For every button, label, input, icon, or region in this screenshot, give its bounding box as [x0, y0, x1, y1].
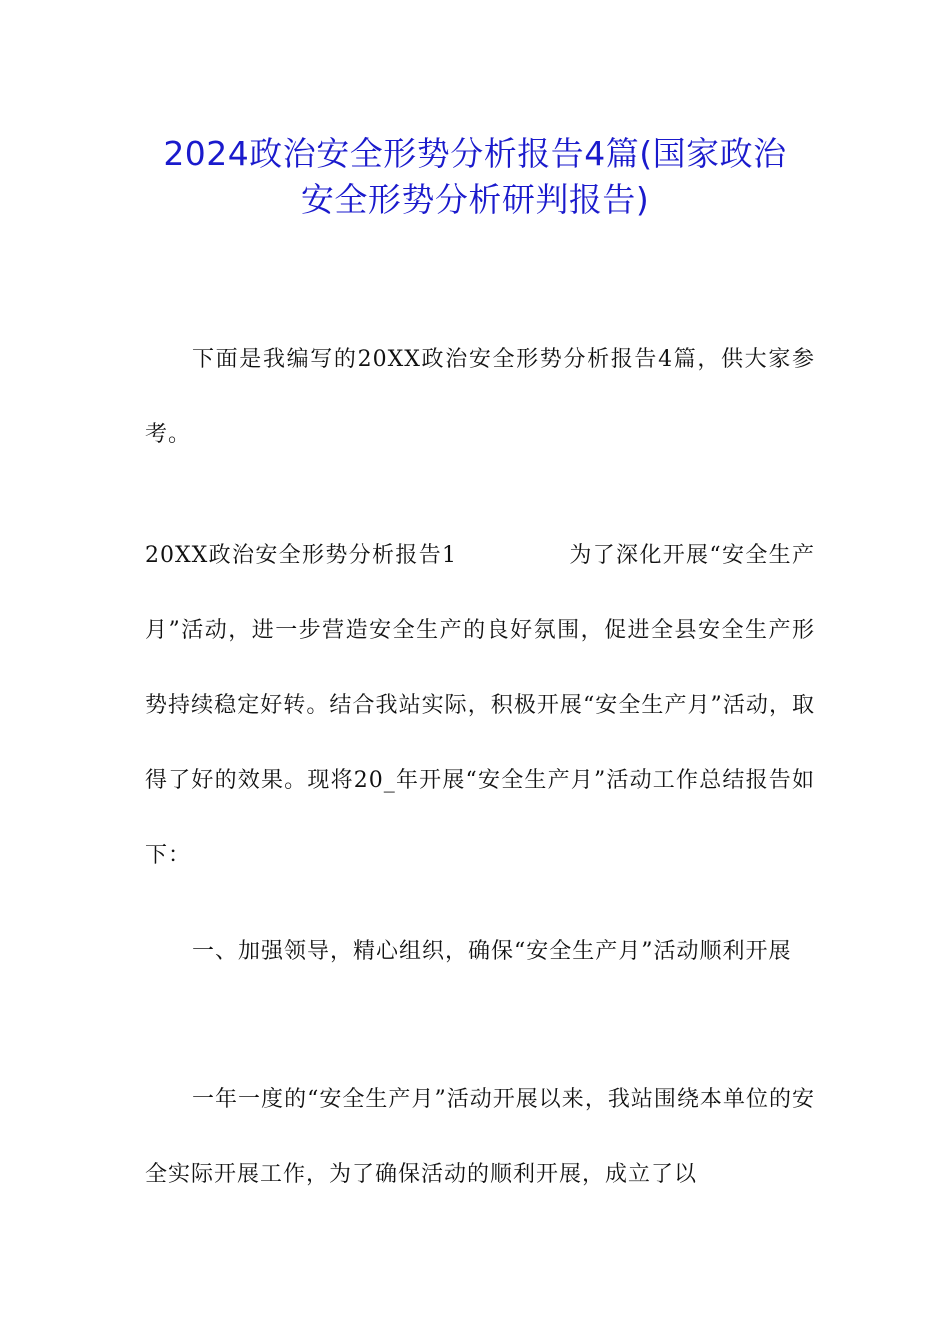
section-1-heading: 一、加强领导，精心组织，确保“安全生产月”活动顺利开展 [192, 939, 792, 964]
report-1-block [145, 518, 815, 893]
document-title-line-1: 2024政治安全形势分析报告4篇(国家政治 [163, 134, 787, 173]
section-1-paragraph: 一年一度的“安全生产月”活动开展以来，我站围绕本单位的安全实际开展工作，为了确保活动的顺利开展，成立了以 [145, 1087, 815, 1187]
intro-paragraph: 下面是我编写的20XX政治安全形势分析报告4篇，供大家参考。 [145, 347, 815, 447]
document-title-line-2: 安全形势分析研判报告) [300, 180, 650, 219]
report-1-paragraph: 为了深化开展“安全生产月”活动，进一步营造安全生产的良好氛围，促进全县安全生产形势持续稳定好转。结合我站实际，积极开展“安全生产月”活动，取得了好的效果。现将20_年开展“安全生产月”活动工作总结报告如下： [145, 543, 815, 868]
report-1-heading: 20XX政治安全形势分析报告1 [145, 543, 458, 568]
